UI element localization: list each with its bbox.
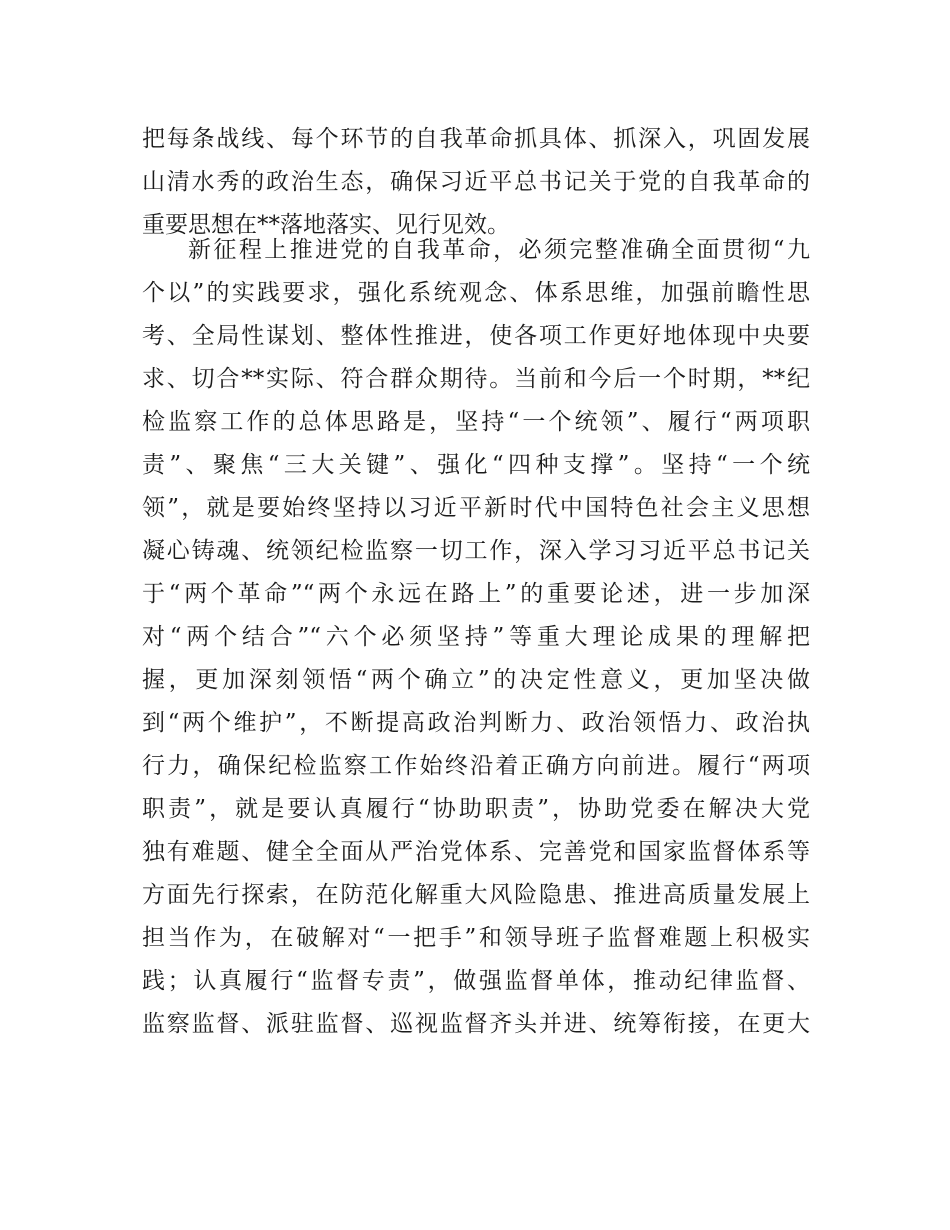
text-line: 凝心铸魂、统领纪检监察一切工作，深入学习习近平总书记关: [142, 538, 810, 564]
text-line: 个以”的实践要求，强化系统观念、体系思维，加强前瞻性思: [142, 280, 810, 306]
text-line: 行力，确保纪检监察工作始终沿着正确方向前进。履行“两项: [142, 753, 810, 779]
text-line: 重要思想在**落地落实、见行见效。: [142, 212, 510, 238]
text-line: 方面先行探索，在防范化解重大风险隐患、推进高质量发展上: [142, 882, 810, 908]
text-line: 对“两个结合”“六个必须坚持”等重大理论成果的理解把: [142, 624, 810, 650]
paragraph-1: [142, 118, 810, 247]
text-line: 监察监督、派驻监督、巡视监督齐头并进、统筹衔接，在更大: [142, 1011, 810, 1037]
text-line: 独有难题、健全全面从严治党体系、完善党和国家监督体系等: [142, 839, 810, 865]
text-line: 职责”，就是要认真履行“协助职责”，协助党委在解决大党: [142, 796, 810, 822]
text-line: 握，更加深刻领悟“两个确立”的决定性意义，更加坚决做: [142, 667, 810, 693]
text-line: 于“两个革命”“两个永远在路上”的重要论述，进一步加深: [142, 581, 810, 607]
text-line: 责”、聚焦“三大关键”、强化“四种支撑”。坚持“一个统: [142, 452, 810, 478]
text-line: 担当作为，在破解对“一把手”和领导班子监督难题上积极实: [142, 925, 810, 951]
paragraph-2: [142, 229, 810, 1046]
text-line: 检监察工作的总体思路是，坚持“一个统领”、履行“两项职: [142, 409, 810, 435]
text-line: 领”，就是要始终坚持以习近平新时代中国特色社会主义思想: [142, 495, 810, 521]
text-line: 山清水秀的政治生态，确保习近平总书记关于党的自我革命的: [142, 169, 810, 195]
text-line: 到“两个维护”，不断提高政治判断力、政治领悟力、政治执: [142, 710, 810, 736]
text-line: 求、切合**实际、符合群众期待。当前和今后一个时期，**纪: [142, 366, 810, 392]
text-line: 考、全局性谋划、整体性推进，使各项工作更好地体现中央要: [142, 323, 810, 349]
text-line: 践；认真履行“监督专责”，做强监督单体，推动纪律监督、: [142, 968, 810, 994]
text-line: 新征程上推进党的自我革命，必须完整准确全面贯彻“九: [188, 237, 810, 263]
text-line: 把每条战线、每个环节的自我革命抓具体、抓深入，巩固发展: [142, 126, 810, 152]
